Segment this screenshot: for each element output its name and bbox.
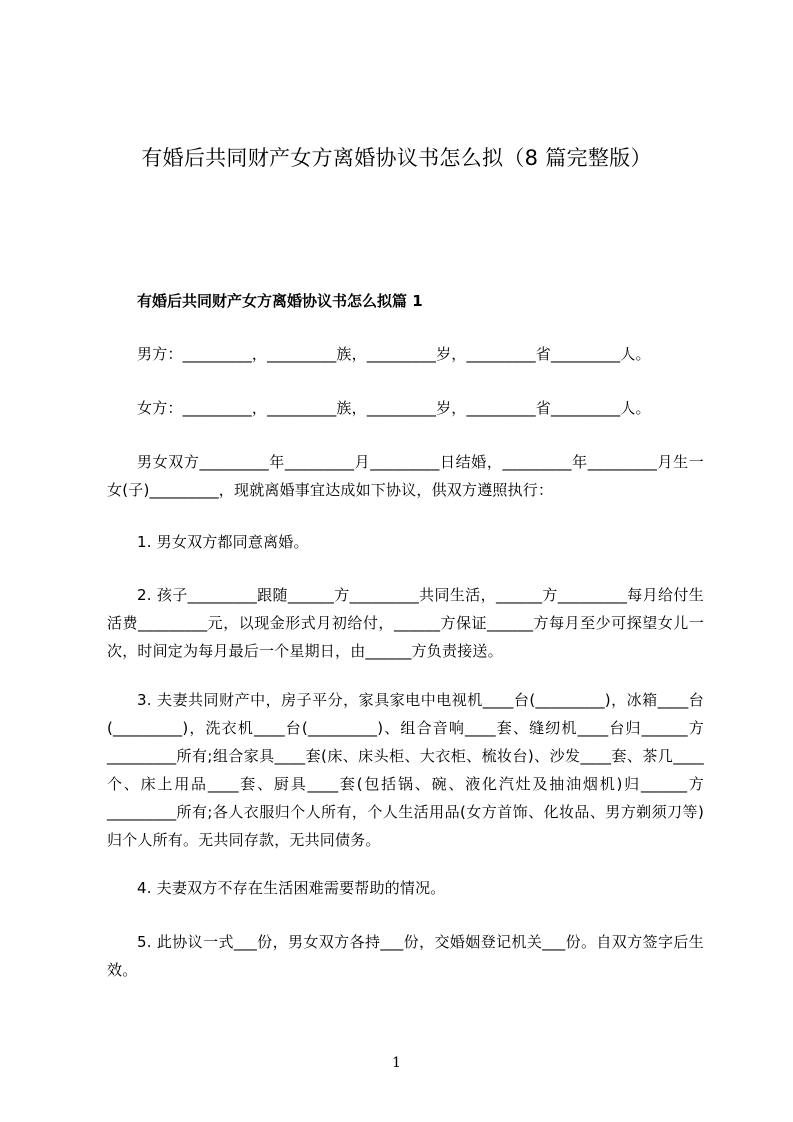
document-title: 有婚后共同财产女方离婚协议书怎么拟（8 篇完整版） bbox=[141, 146, 652, 170]
page-number: 1 bbox=[392, 1055, 401, 1071]
paragraph-clause-5: 5. 此协议一式___份，男女双方各持___份，交婚姻登记机关___份。自双方签字后生效。 bbox=[107, 933, 704, 979]
paragraph-clause-1: 1. 男女双方都同意离婚。 bbox=[137, 533, 309, 551]
paragraph-male-info: 男方：_________，_________族，_________岁，_________省_________人。 bbox=[137, 345, 651, 363]
paragraph-clause-4: 4. 夫妻双方不存在生活困难需要帮助的情况。 bbox=[137, 879, 446, 897]
paragraph-clause-3: 3. 夫妻共同财产中，房子平分，家具家电中电视机____台(_________)，冰箱____台(_________)，洗衣机____台(_________)、组合音响____套、缝纫机____台归______方_________所有;组合家具____套(床、床头柜、大衣柜、梳妆台)、沙发____套、茶几____个、床上用品____套、厨具____套(包括锅、碗、液化汽灶及抽油烟机)归______方_________所有;各人衣服归个人所有，个人生活用品(女方首饰、化妆品、男方剃须刀等)归个人所有。无共同存款，无共同债务。 bbox=[107, 691, 704, 849]
paragraph-clause-2: 2. 孩子_________跟随______方_________共同生活，______方_________每月给付生活费_________元，以现金形式月初给付，______方保证______方每月至少可探望女儿一次，时间定为每月最后一个星期日，由______方负责接送。 bbox=[107, 586, 704, 660]
paragraph-marriage-info: 男女双方_________年_________月_________日结婚，_________年_________月生一女(子)_________，现就离婚事宜达成如下协议，供双方遵照执行： bbox=[107, 453, 704, 499]
section-heading: 有婚后共同财产女方离婚协议书怎么拟篇 1 bbox=[137, 292, 423, 310]
paragraph-female-info: 女方：_________，_________族，_________岁，_________省_________人。 bbox=[137, 399, 651, 417]
